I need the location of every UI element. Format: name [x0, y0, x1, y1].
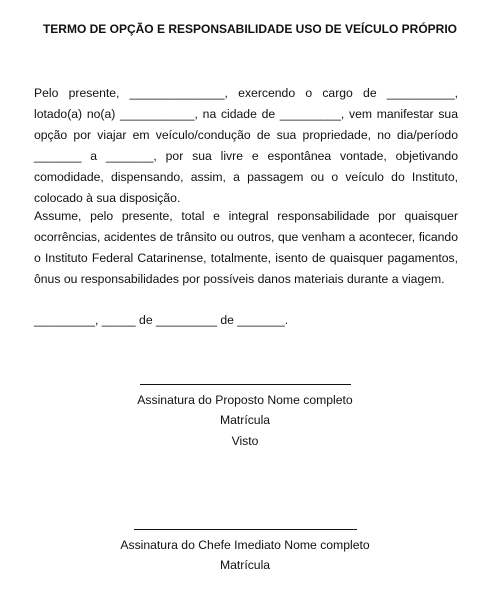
signature-caption-proposto: Assinatura do Proposto Nome completo — [137, 393, 353, 407]
visto-label: Visto — [231, 434, 259, 448]
date-line: _________, _____ de _________ de _______. — [34, 313, 289, 327]
document-title: TERMO DE OPÇÃO E RESPONSABILIDADE USO DE VEÍCULO PRÓPRIO — [42, 22, 458, 36]
signature-caption-chefe: Assinatura do Chefe Imediato Nome completo — [120, 538, 370, 552]
paragraph-option: Pelo presente, ______________, exercendo o cargo de __________, lotado(a) no(a) ___________, na cidade de _________, vem manifestar sua opção por viajar em veículo/condução de sua propriedade, no dia/período _______ a _______, por sua livre e espontânea vontade, objetivando comodidade, dispensando, assim, a passagem ou o veículo do Instituto, colocado à sua disposição. — [34, 86, 458, 205]
paragraph-responsibility: Assume, pelo presente, total e integral responsabilidade por quaisquer ocorrências, acidentes de trânsito ou outros, que venham a acontecer, ficando o Instituto Federal Catarinense, totalmente, isento de quaisquer pagamentos, ônus ou responsabilidades por possíveis danos materiais durante a viagem. — [34, 209, 458, 286]
matricula-label-proposto: Matrícula — [219, 413, 271, 427]
signature-line-chefe — [134, 529, 357, 530]
matricula-label-chefe: Matrícula — [219, 558, 271, 572]
signature-line-proposto — [140, 384, 351, 385]
